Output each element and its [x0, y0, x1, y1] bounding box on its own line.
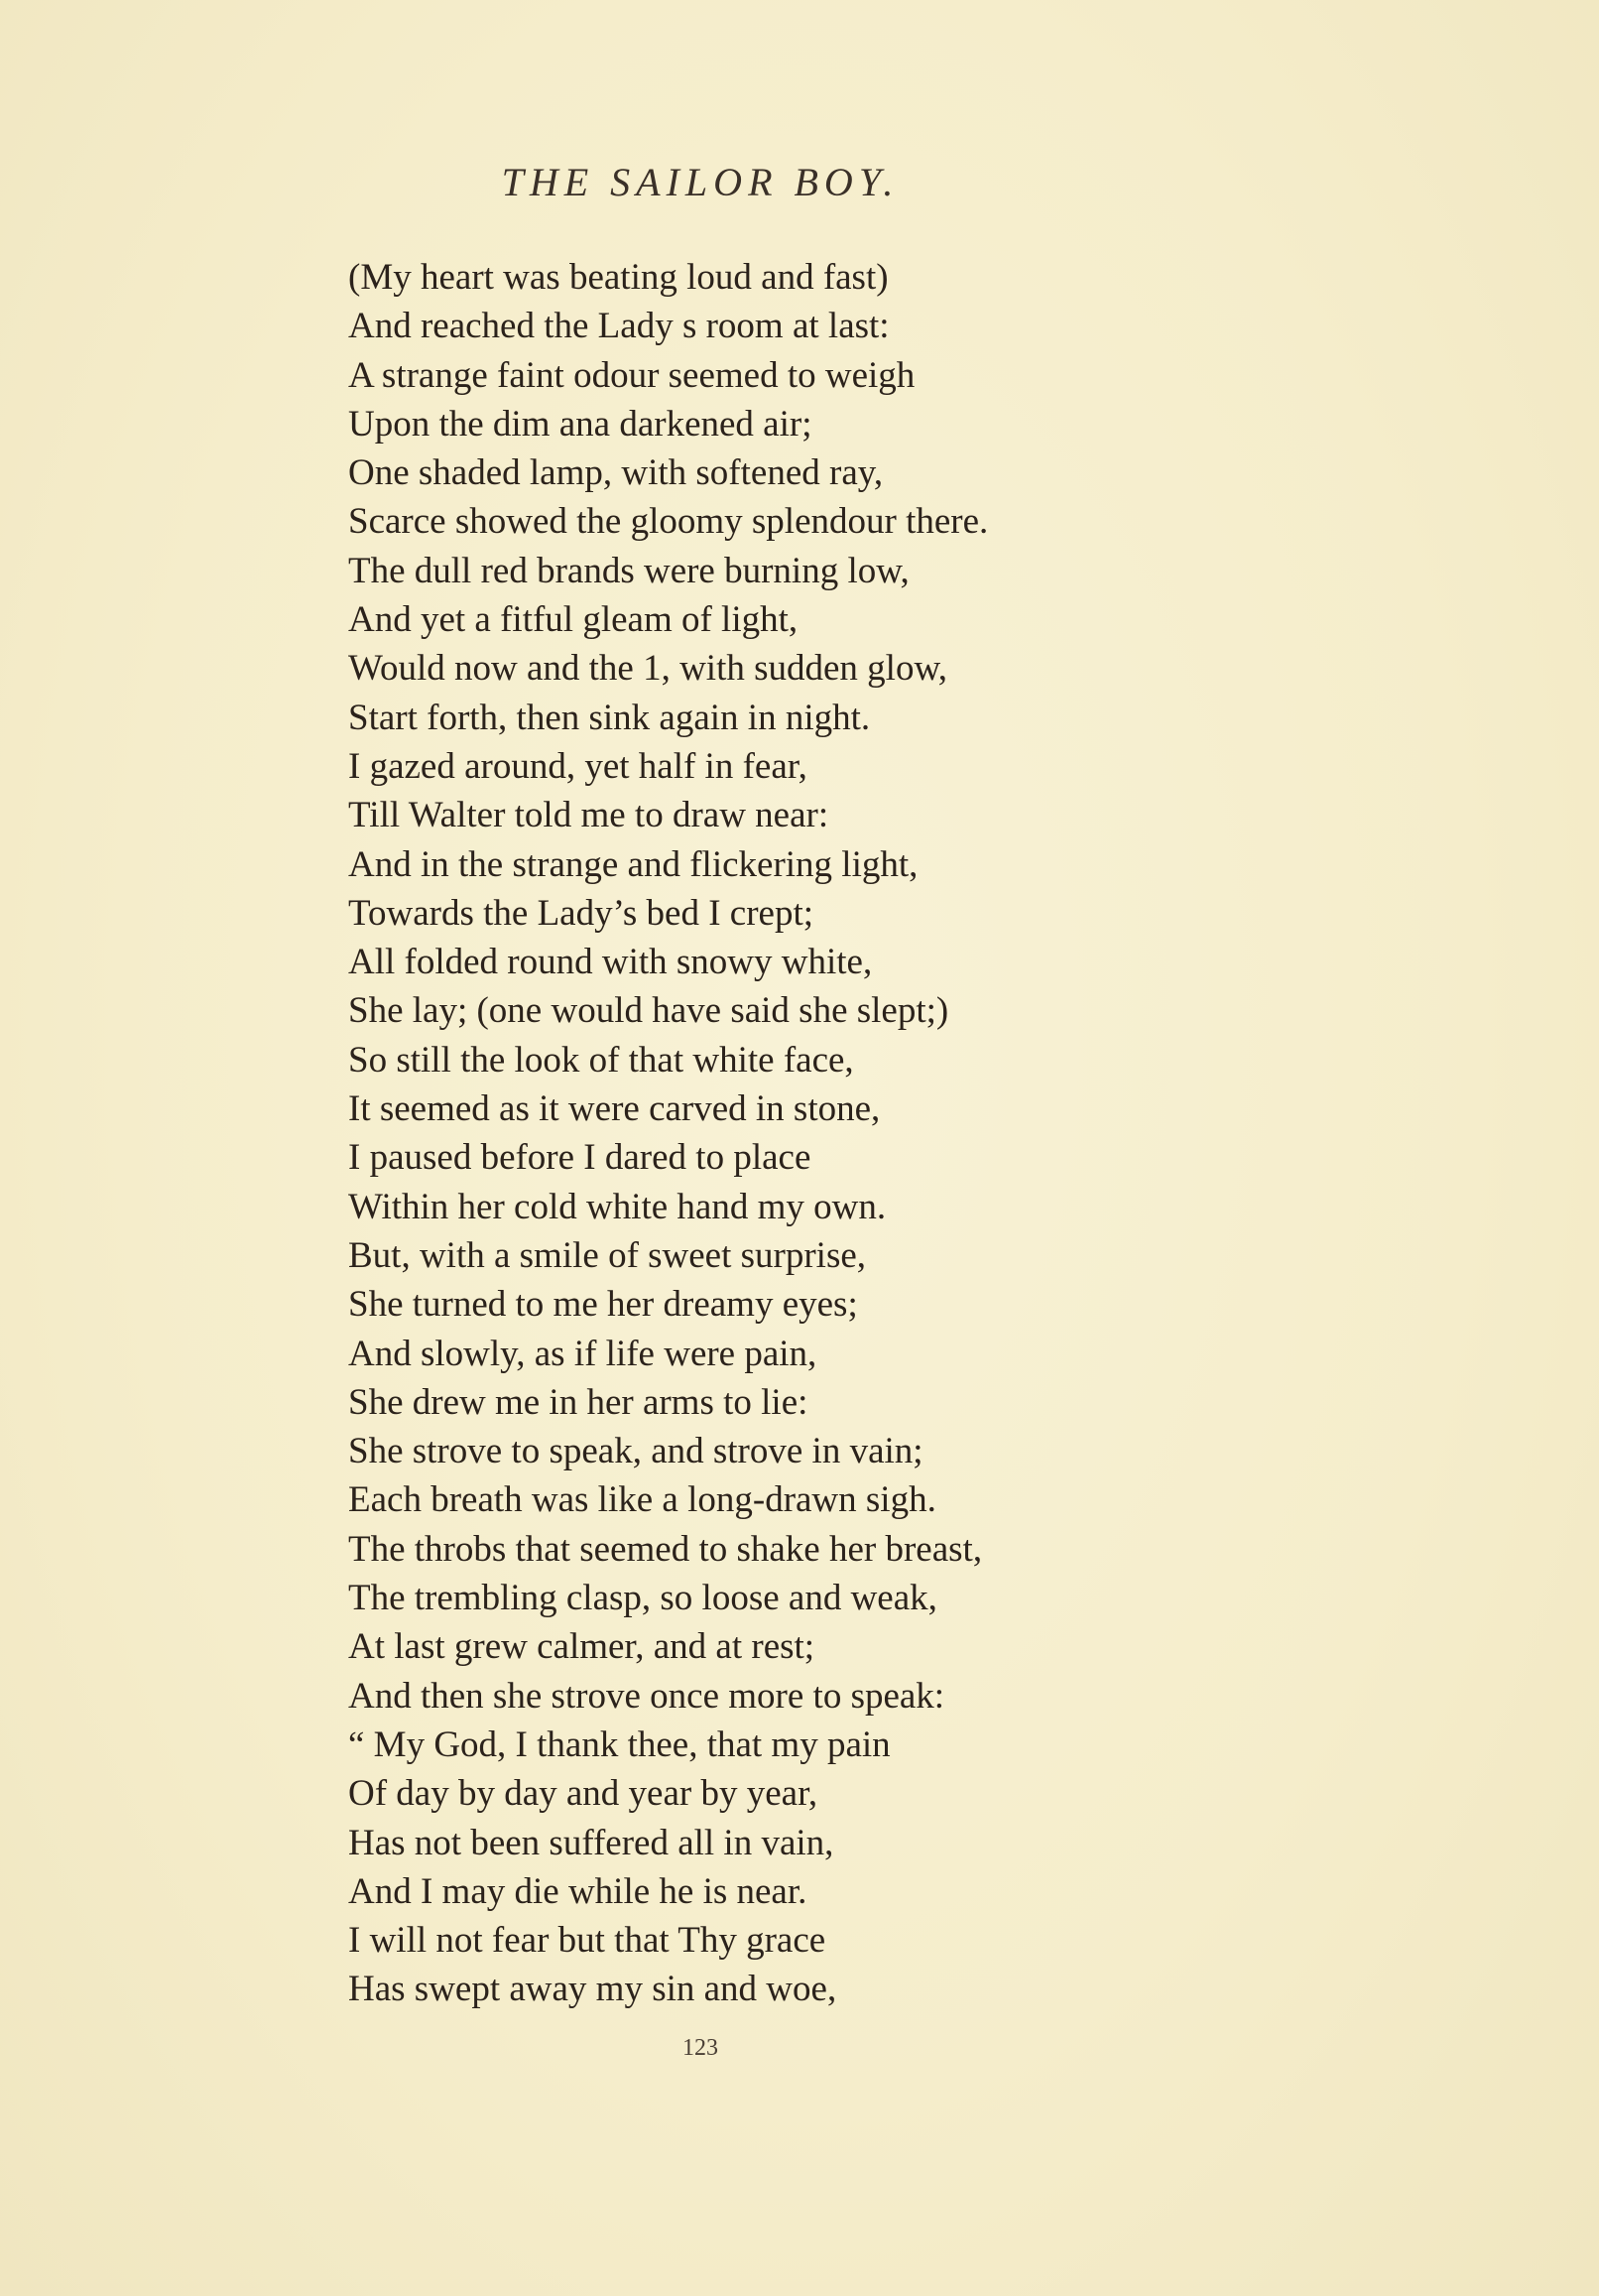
poem-line: And reached the Lady s room at last: [348, 306, 890, 347]
poem-line: At last grew calmer, and at rest; [348, 1626, 815, 1668]
poem-line: One shaded lamp, with softened ray, [348, 452, 884, 494]
poem-line: And I may die while he is near. [348, 1870, 807, 1912]
poem-line: She drew me in her arms to lie: [348, 1381, 808, 1423]
poem-line: Has not been suffered all in vain, [348, 1822, 834, 1863]
page-number: 123 [682, 2035, 718, 2061]
poem-line: Would now and the 1, with sudden glow, [348, 648, 948, 690]
poem-line: The dull red brands were burning low, [348, 550, 910, 591]
poem-line: Towards the Lady’s bed I crept; [348, 892, 814, 934]
poem-line: “ My God, I thank thee, that my pain [348, 1723, 891, 1765]
poem-line: Has swept away my sin and woe, [348, 1969, 837, 2010]
poem-line: Till Walter told me to draw near: [348, 795, 829, 836]
poem-line: And then she strove once more to speak: [348, 1675, 945, 1717]
poem-line: Scarce showed the gloomy splendour there. [348, 501, 989, 543]
poem-line: And yet a fitful gleam of light, [348, 599, 799, 641]
poem-line: Within her cold white hand my own. [348, 1186, 887, 1227]
poem-line: She turned to me her dreamy eyes; [348, 1284, 858, 1326]
running-title: THE SAILOR BOY. [501, 160, 900, 204]
poem-line: (My heart was beating loud and fast) [348, 257, 889, 298]
poem-line: All folded round with snowy white, [348, 942, 873, 983]
poem-line: But, with a smile of sweet surprise, [348, 1234, 867, 1276]
poem-line: The trembling clasp, so loose and weak, [348, 1578, 937, 1619]
poem-line: I paused before I dared to place [348, 1137, 811, 1179]
poem-line: Upon the dim ana darkened air; [348, 403, 812, 445]
poem-line: The throbs that seemed to shake her breast, [348, 1528, 983, 1570]
poem-line: And in the strange and flickering light, [348, 843, 919, 885]
poem-line: Of day by day and year by year, [348, 1773, 818, 1815]
poem-line: It seemed as it were carved in stone, [348, 1088, 881, 1130]
poem-text [348, 253, 1340, 2014]
poem-line: I will not fear but that Thy grace [348, 1920, 826, 1962]
poem-line: I gazed around, yet half in fear, [348, 745, 807, 787]
poem-line: She lay; (one would have said she slept;) [348, 990, 949, 1032]
poem-line: A strange faint odour seemed to weigh [348, 354, 916, 396]
poem-line: Start forth, then sink again in night. [348, 697, 871, 738]
poem-line: And slowly, as if life were pain, [348, 1333, 817, 1374]
poem-line: She strove to speak, and strove in vain; [348, 1431, 923, 1472]
poem-line: So still the look of that white face, [348, 1039, 854, 1081]
poem-line: Each breath was like a long-drawn sigh. [348, 1479, 936, 1521]
